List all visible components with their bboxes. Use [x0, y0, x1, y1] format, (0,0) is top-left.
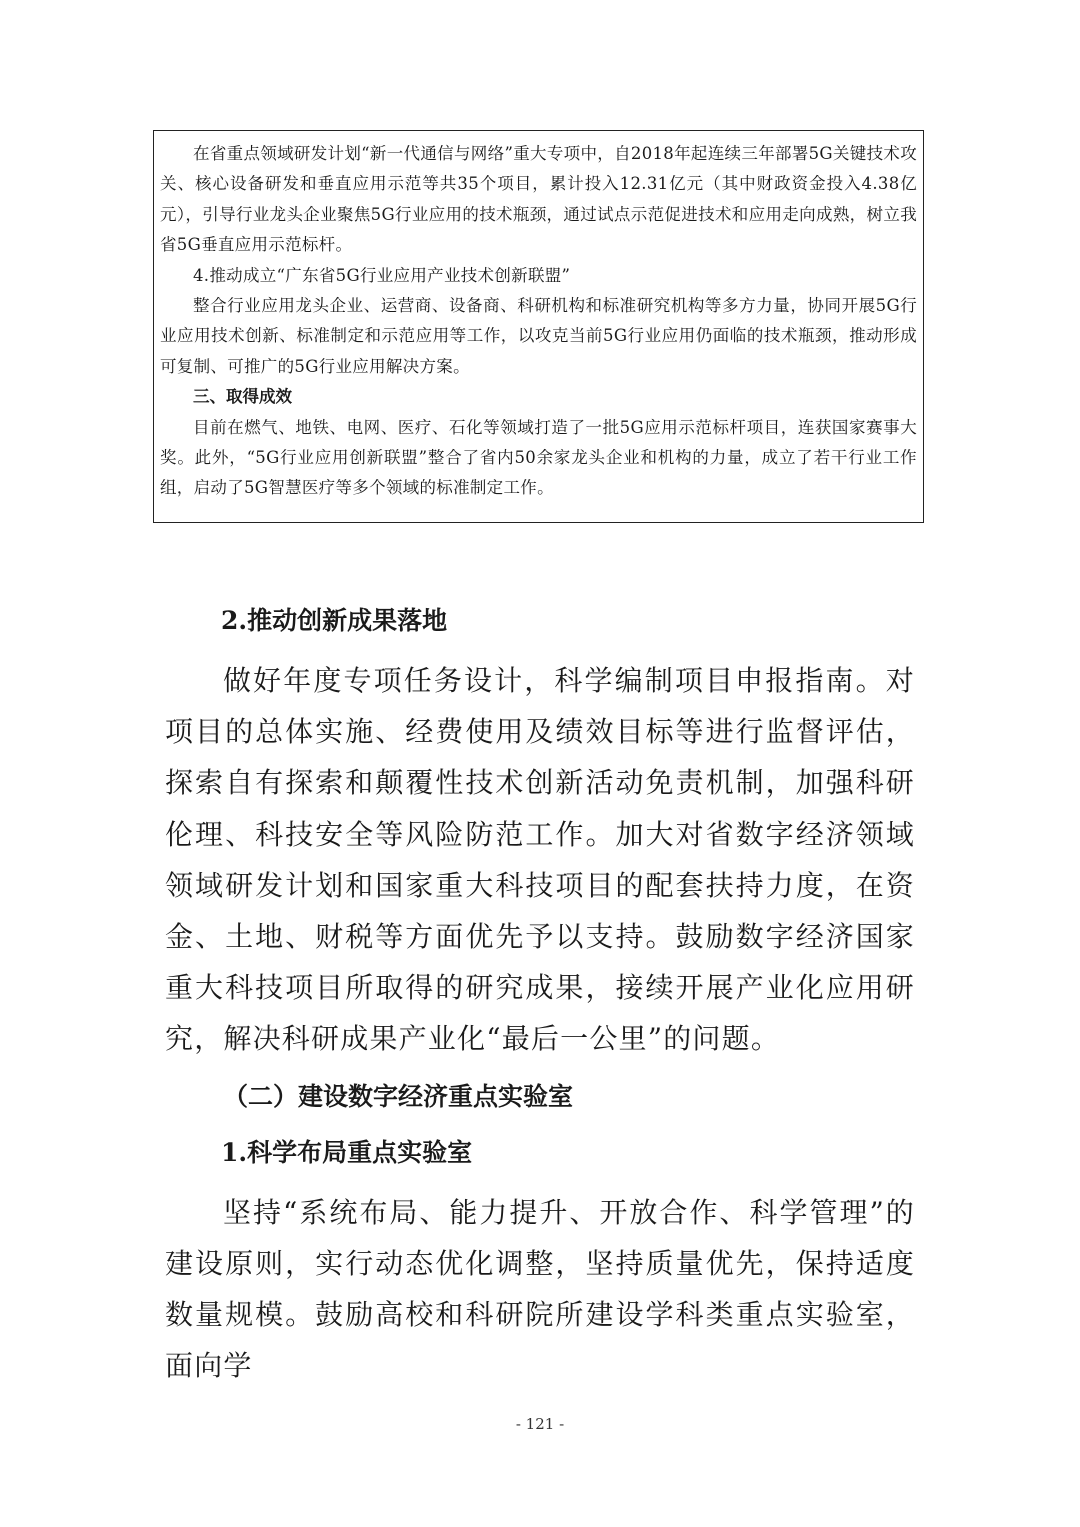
page-number: - 121 - [515, 1415, 565, 1433]
box-paragraph-alliance: 整合行业应用龙头企业、运营商、设备商、科研机构和标准研究机构等多方力量，协同开展5G行业应用技术创新、标准制定和示范应用等工作，以攻克当前5G行业应用仍面临的技术瓶颈，推动形成可复制、可推广的5G行业应用解决方案。 [160, 296, 917, 376]
box-paragraph-funding: 在省重点领域研发计划“新一代通信与网络”重大专项中，自2018年起连续三年部署5G关键技术攻关、核心设备研发和垂直应用示范等共35个项目，累计投入12.31亿元（其中财政资金投入4.38亿元），引导行业龙头企业聚焦5G行业应用的技术瓶颈，通过试点示范促进技术和应用走向成熟，树立我省5G垂直应用示范标杆。 [160, 144, 917, 255]
heading-lab-layout: 1.科学布局重点实验室 [221, 1137, 473, 1167]
section-title-key-labs: （二）建设数字经济重点实验室 [223, 1081, 574, 1111]
paragraph-lab-layout: 坚持“系统布局、能力提升、开放合作、科学管理”的建设原则，实行动态优化调整，坚持质量优先，保持适度数量规模。鼓励高校和科研院所建设学科类重点实验室，面向学 [165, 1195, 915, 1383]
box-section-results-title: 三、取得成效 [193, 387, 292, 407]
box-paragraph-results: 目前在燃气、地铁、电网、医疗、石化等领域打造了一批5G应用示范标杆项目，连获国家赛事大奖。此外，“5G行业应用创新联盟”整合了省内50余家龙头企业和机构的力量，成立了若干行业工作组，启动了5G智慧医疗等多个领域的标准制定工作。 [160, 417, 917, 498]
main-content [165, 595, 915, 1391]
boxed-case-study [153, 130, 924, 523]
box-item-4-title: 4.推动成立“广东省5G行业应用产业技术创新联盟” [193, 265, 571, 285]
heading-innovation-results: 2.推动创新成果落地 [221, 606, 448, 635]
paragraph-innovation-results: 做好年度专项任务设计，科学编制项目申报指南。对项目的总体实施、经费使用及绩效目标等进行监督评估，探索自有探索和颠覆性技术创新活动免责机制，加强科研伦理、科技安全等风险防范工作。加大对省数字经济领域领域研发计划和国家重大科技项目的配套扶持力度，在资金、土地、财税等方面优先予以支持。鼓励数字经济国家重大科技项目所取得的研究成果，接续开展产业化应用研究，解决科研成果产业化“最后一公里”的问题。 [165, 664, 915, 1056]
